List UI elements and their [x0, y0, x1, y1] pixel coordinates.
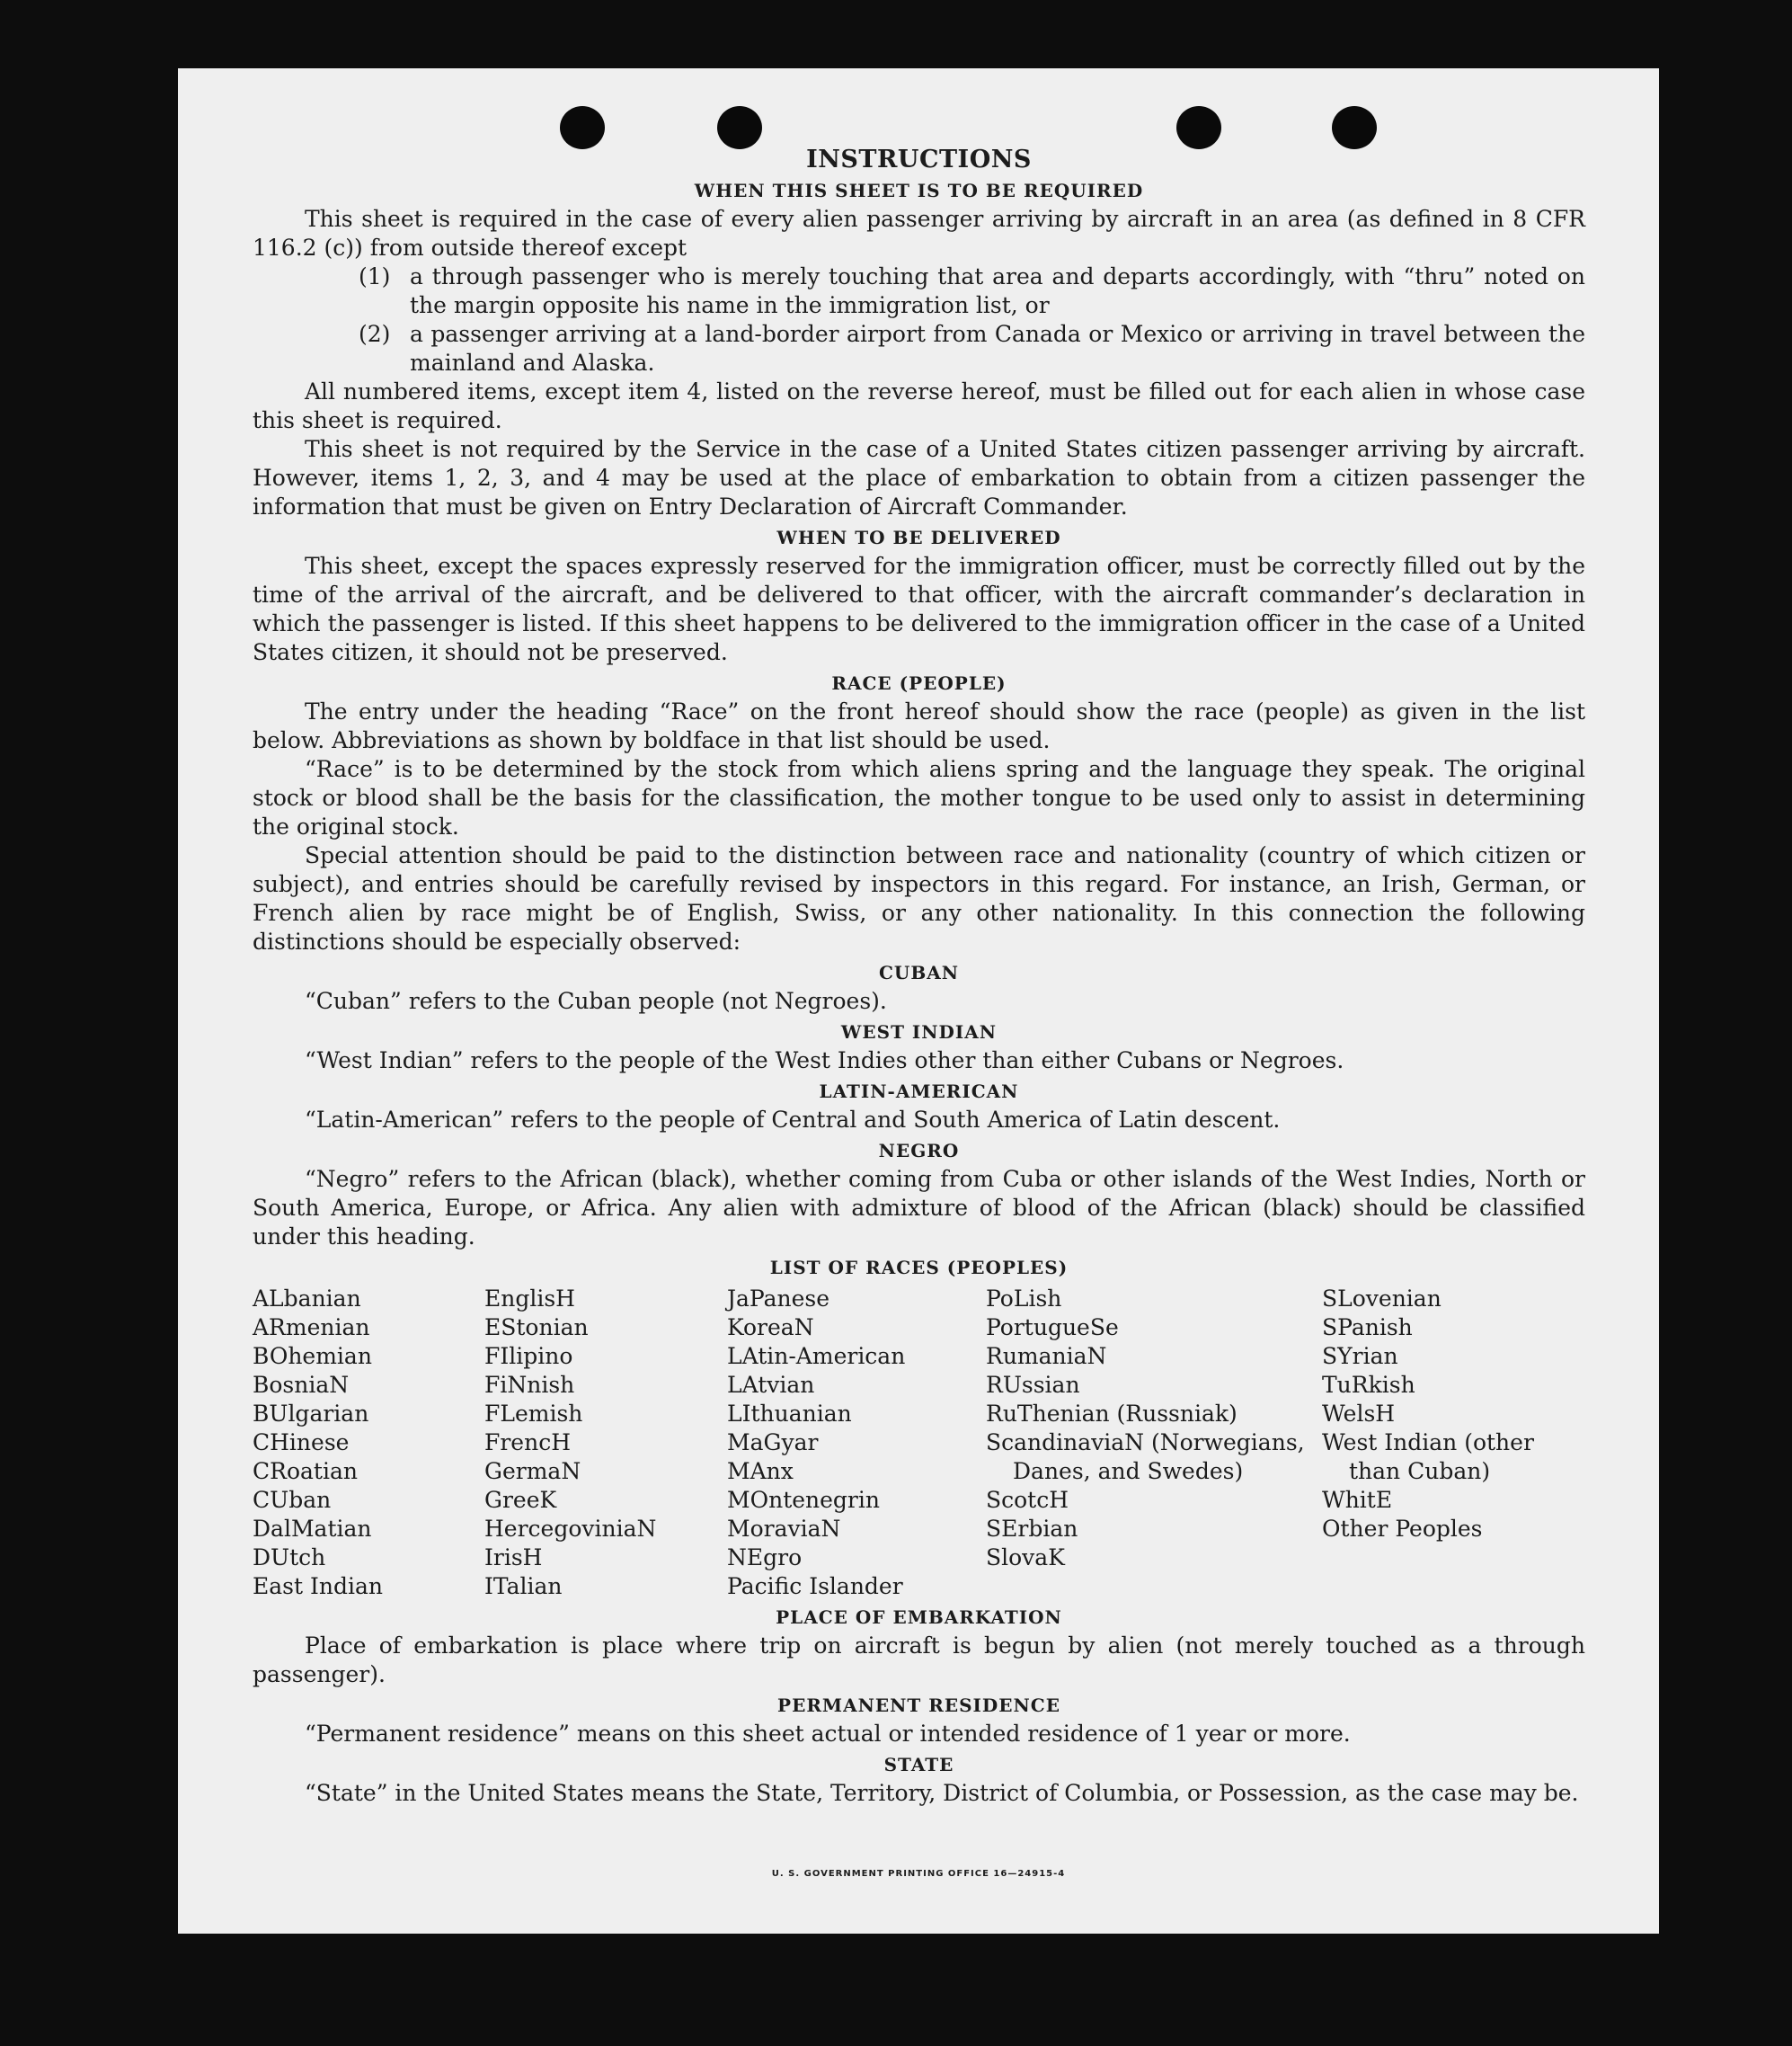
race-item: EnglisH: [484, 1285, 575, 1312]
paragraph-negro: “Negro” refers to the African (black), whether coming from Cuba or other islands of the West Indies, North or South America, Europe, or Africa. Any alien with admixture of blood of the African (black) should be classified under this heading.: [253, 1166, 1585, 1250]
paragraph-state: “State” in the United States means the State, Territory, District of Columbia, or Possession, as the case may be.: [305, 1780, 1579, 1806]
race-item: MaGyar: [727, 1429, 819, 1455]
punch-hole-3: [1176, 106, 1221, 149]
exception-item-2: (2) a passenger arriving at a land-border airport from Canada or Mexico or arriving in travel between the mainland and Alaska.: [359, 321, 1585, 376]
race-item: ScotcH: [986, 1487, 1069, 1513]
race-item: SlovaK: [986, 1544, 1065, 1570]
race-item: WhitE: [1322, 1487, 1393, 1513]
race-item: CRoatian: [253, 1458, 358, 1484]
race-item: ALbanian: [253, 1285, 361, 1312]
race-column: [727, 1285, 986, 1601]
race-item: East Indian: [253, 1573, 383, 1599]
race-item: LAtin-American: [727, 1343, 906, 1369]
paragraph-latin-american: “Latin-American” refers to the people of Central and South America of Latin descent.: [305, 1107, 1281, 1133]
race-item: FIlipino: [484, 1343, 573, 1369]
printing-office-footer: U. S. GOVERNMENT PRINTING OFFICE 16—24915-4: [771, 1869, 1066, 1879]
heading-west-indian: WEST INDIAN: [840, 1021, 998, 1043]
race-item: CHinese: [253, 1429, 350, 1455]
paragraph-citizen: This sheet is not required by the Service in the case of a United States citizen passenger arriving by aircraft. However, items 1, 2, 3, and 4 may be used at the place of embarkation to obtain from a citizen passenger the information that must be given on Entry Declaration of Aircraft Commander.: [253, 436, 1585, 520]
heading-list-of-races: LIST OF RACES (PEOPLES): [769, 1257, 1069, 1278]
paragraph-race-2: “Race” is to be determined by the stock from which aliens spring and the language they speak. The original stock or blood shall be the basis for the classification, the mother tongue to be used only to assist in determining the original stock.: [253, 756, 1585, 840]
heading-when-delivered: WHEN TO BE DELIVERED: [776, 527, 1061, 548]
race-item: JaPanese: [727, 1285, 830, 1312]
race-item: WelsH: [1322, 1401, 1396, 1427]
race-item: Pacific Islander: [727, 1573, 903, 1599]
race-item: CUban: [253, 1487, 332, 1513]
race-item: BOhemian: [253, 1343, 372, 1369]
heading-embarkation: PLACE OF EMBARKATION: [776, 1606, 1062, 1628]
punch-hole-4: [1332, 106, 1377, 149]
race-item: PortugueSe: [986, 1314, 1119, 1340]
race-item: DUtch: [253, 1544, 326, 1570]
paragraph-delivered: This sheet, except the spaces expressly reserved for the immigration officer, must be correctly filled out by the time of the arrival of the aircraft, and be delivered to that officer, with the aircraft commander’s declaration in which the passenger is listed. If this sheet happens to be delivered to the immigration officer in the case of a United States citizen, it should not be preserved.: [253, 553, 1585, 665]
heading-negro: NEGRO: [878, 1140, 960, 1161]
race-item: GermaN: [484, 1458, 581, 1484]
race-item: West Indian (other than Cuban): [1322, 1429, 1534, 1484]
punch-hole-1: [560, 106, 605, 149]
race-item: BUlgarian: [253, 1401, 369, 1427]
race-item: FLemish: [484, 1401, 583, 1427]
race-item: FiNnish: [484, 1372, 575, 1398]
heading-race: RACE (PEOPLE): [831, 672, 1007, 694]
paragraph-numbered-items: All numbered items, except item 4, listed on the reverse hereof, must be filled out for each alien in whose case this sheet is required.: [253, 378, 1585, 433]
race-item: ARmenian: [253, 1314, 370, 1340]
race-item: IrisH: [484, 1544, 543, 1570]
paragraph-race-3: Special attention should be paid to the distinction between race and nationality (country of which citizen or subject), and entries should be carefully revised by inspectors in this regard. For instance, an Irish, German, or French alien by race might be of English, Swiss, or any other nationality. In this connection the following distinctions should be especially observed:: [253, 842, 1585, 955]
race-item: LIthuanian: [727, 1401, 852, 1427]
race-list: [253, 1285, 1585, 1601]
race-item: GreeK: [484, 1487, 557, 1513]
race-item: MoraviaN: [727, 1516, 841, 1542]
heading-state: STATE: [883, 1754, 954, 1775]
race-item: PoLish: [986, 1285, 1062, 1312]
race-item: RuThenian (Russniak): [986, 1401, 1238, 1427]
race-column: [1322, 1285, 1585, 1601]
paragraph-race-1: The entry under the heading “Race” on the front hereof should show the race (people) as given in the list below. Abbreviations as shown by boldface in that list should be used.: [253, 698, 1585, 753]
document-sheet: [178, 68, 1659, 1934]
race-item: KoreaN: [727, 1314, 814, 1340]
heading-permanent-residence: PERMANENT RESIDENCE: [777, 1695, 1060, 1716]
race-item: HercegoviniaN: [484, 1516, 657, 1542]
paragraph-cuban: “Cuban” refers to the Cuban people (not Negroes).: [305, 988, 887, 1014]
race-item: TuRkish: [1322, 1372, 1415, 1398]
race-item: Other Peoples: [1322, 1516, 1483, 1542]
race-item: SYrian: [1322, 1343, 1398, 1369]
race-item: ScandinaviaN (Norwegians, Danes, and Swedes): [986, 1429, 1305, 1484]
race-item: BosniaN: [253, 1372, 350, 1398]
paragraph-embarkation: Place of embarkation is place where trip on aircraft is begun by alien (not merely touched as a through passenger).: [253, 1632, 1585, 1687]
heading-when-required: WHEN THIS SHEET IS TO BE REQUIRED: [694, 180, 1144, 201]
race-item: ITalian: [484, 1573, 563, 1599]
race-column: [253, 1285, 484, 1601]
paragraph-required-intro: This sheet is required in the case of every alien passenger arriving by aircraft in an area (as defined in 8 CFR 116.2 (c)) from outside thereof except: [253, 206, 1585, 261]
race-item: MAnx: [727, 1458, 794, 1484]
race-item: SPanish: [1322, 1314, 1413, 1340]
race-item: SLovenian: [1322, 1285, 1442, 1312]
race-item: RumaniaN: [986, 1343, 1107, 1369]
race-item: MOntenegrin: [727, 1487, 880, 1513]
paragraph-permanent-residence: “Permanent residence” means on this sheet actual or intended residence of 1 year or more.: [305, 1721, 1351, 1747]
race-item: LAtvian: [727, 1372, 815, 1398]
race-column: [986, 1285, 1322, 1601]
heading-cuban: CUBAN: [878, 962, 960, 983]
heading-latin-american: LATIN-AMERICAN: [819, 1081, 1019, 1102]
race-item: NEgro: [727, 1544, 803, 1570]
race-item: SErbian: [986, 1516, 1078, 1542]
race-item: EStonian: [484, 1314, 589, 1340]
race-column: [484, 1285, 727, 1601]
punch-hole-2: [717, 106, 762, 149]
paragraph-west-indian: “West Indian” refers to the people of the West Indies other than either Cubans or Negroes.: [305, 1047, 1344, 1073]
page-title: INSTRUCTIONS: [806, 146, 1032, 173]
race-item: FrencH: [484, 1429, 571, 1455]
exception-item-1: (1) a through passenger who is merely touching that area and departs accordingly, with “thru” noted on the margin opposite his name in the immigration list, or: [359, 263, 1585, 318]
race-item: DalMatian: [253, 1516, 372, 1542]
race-item: RUssian: [986, 1372, 1080, 1398]
